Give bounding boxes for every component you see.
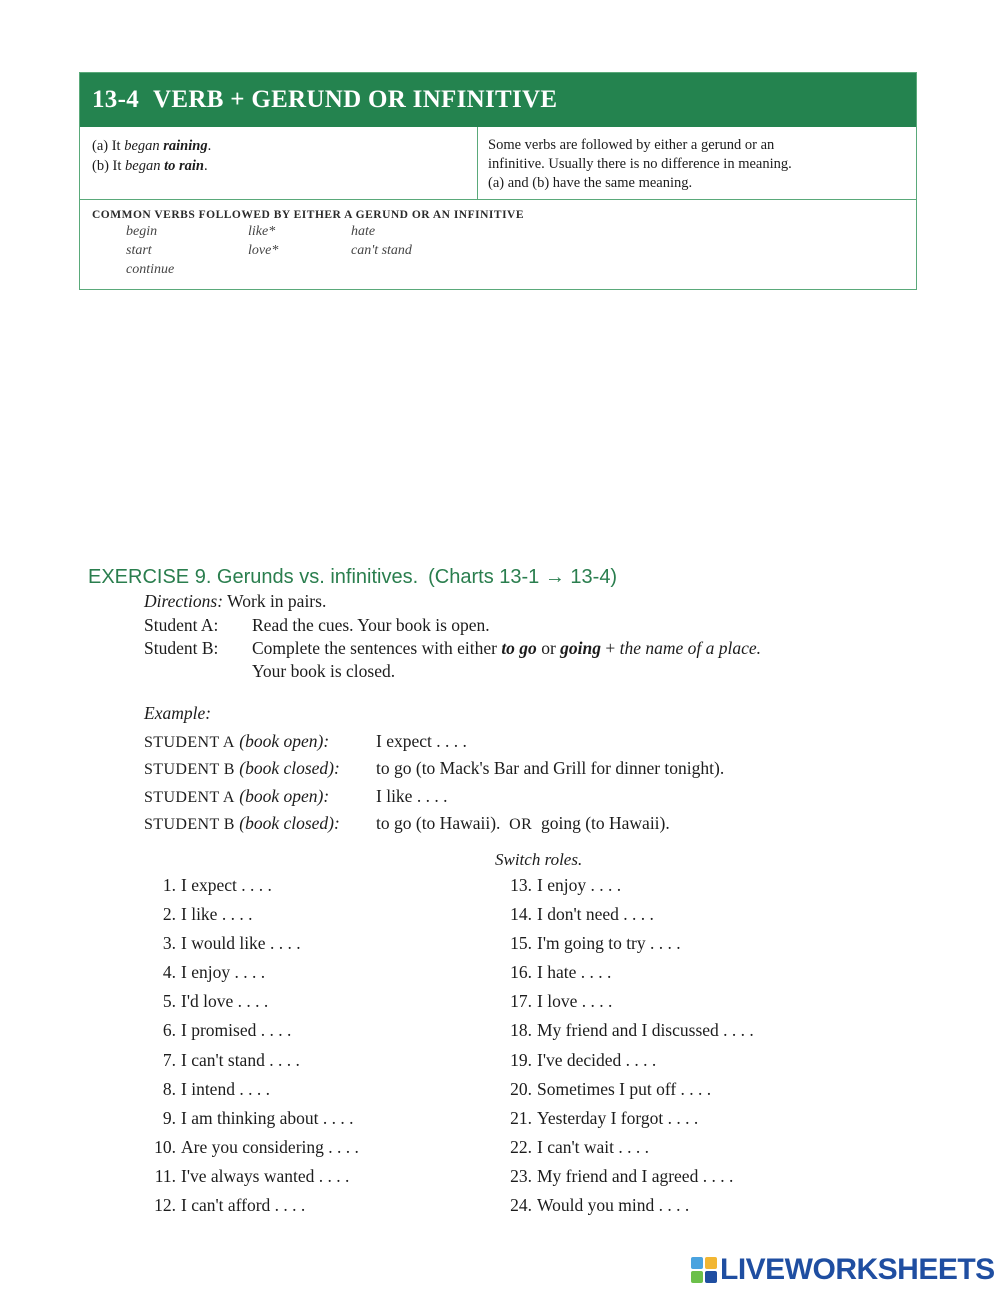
list-item: 15. I'm going to try . . . . [510,933,681,954]
list-item: 21. Yesterday I forgot . . . . [510,1107,699,1128]
exercise-title: EXERCISE 9. Gerunds vs. infinitives. (Charts 13-1 → 13-4) [88,566,618,588]
verb-item: love* [248,243,279,258]
list-item: 9. I am thinking about . . . . [162,1107,354,1128]
verb-item: can't stand [351,243,412,258]
brand-name: LIVEWORKSHEETS [720,1253,995,1286]
chart-example-row [80,127,916,200]
list-item: 19. I've decided . . . . [510,1049,657,1070]
list-item: 3. I would like . . . . [162,933,301,954]
chart-title: VERB + GERUND OR INFINITIVE [153,86,558,113]
list-item: 5. I'd love . . . . [162,991,269,1012]
list-item: 18. My friend and I discussed . . . . [510,1020,754,1041]
verb-item: hate [351,224,376,239]
list-item: 16. I hate . . . . [510,962,612,983]
verb-item: like* [248,224,276,239]
items-left-column [138,872,359,1221]
example-line: STUDENT A (book open): I like . . . . [144,786,448,806]
chart-header [80,73,916,127]
example-label: Example: [144,703,212,723]
chart-example-a: (a) It began raining. [92,138,212,154]
list-item: 22. I can't wait . . . . [510,1136,650,1157]
student-b-directions: Student B: Complete the sentences with either to go or going + the name of a place. [144,638,762,658]
example-line: STUDENT A (book open): I expect . . . . [144,731,467,751]
grammar-chart [79,72,917,290]
switch-roles: Switch roles. [495,850,583,869]
list-item: 8. I intend . . . . [162,1078,270,1099]
list-item: 13. I enjoy . . . . [510,875,622,895]
list-item: 23. My friend and I agreed . . . . [510,1165,734,1186]
common-verbs-section [80,200,916,279]
list-item: 7. I can't stand . . . . [162,1049,300,1070]
list-item: 11. I've always wanted . . . . [154,1165,350,1186]
student-a-directions: Student A: Read the cues. Your book is open. [144,615,490,635]
chart-example-b: (b) It began to rain. [92,158,208,174]
directions: Directions: Work in pairs. [144,591,327,611]
list-item: 10. Are you considering . . . . [154,1136,359,1157]
items-right-column [494,872,754,1221]
list-item: 2. I like . . . . [162,904,253,925]
list-item: 1. I expect . . . . [162,875,272,895]
chart-explanation: Some verbs are followed by either a gerund or an infinitive. Usually there is no difference in meaning. (a) and (b) have the same meaning. [488,137,792,191]
list-item: 14. I don't need . . . . [510,904,654,925]
list-item: 24. Would you mind . . . . [510,1195,690,1216]
list-item: 17. I love . . . . [510,991,613,1012]
liveworksheets-watermark [691,1252,995,1288]
verb-list [126,222,916,279]
chart-examples [80,127,478,199]
common-verbs-title: COMMON VERBS FOLLOWED BY EITHER A GERUND OR AN INFINITIVE [92,209,525,221]
example-line: STUDENT B (book closed): to go (to Mack's Bar and Grill for dinner tonight). [144,758,725,778]
verb-item: start [126,243,152,258]
example-line: STUDENT B (book closed): to go (to Hawaii). OR going (to Hawaii). [144,813,670,833]
list-item: 12. I can't afford . . . . [154,1195,306,1216]
chart-number: 13-4 [92,86,140,113]
student-b-directions-line2: Your book is closed. [252,661,396,681]
list-item: 4. I enjoy . . . . [162,962,266,983]
list-item: 6. I promised . . . . [162,1020,292,1041]
list-item: 20. Sometimes I put off . . . . [510,1078,712,1099]
verb-item: continue [126,262,175,277]
liveworksheets-logo-icon [691,1257,717,1283]
verb-item: begin [126,224,158,239]
exercise-reference: (Charts 13-1 → 13-4) [428,566,618,588]
